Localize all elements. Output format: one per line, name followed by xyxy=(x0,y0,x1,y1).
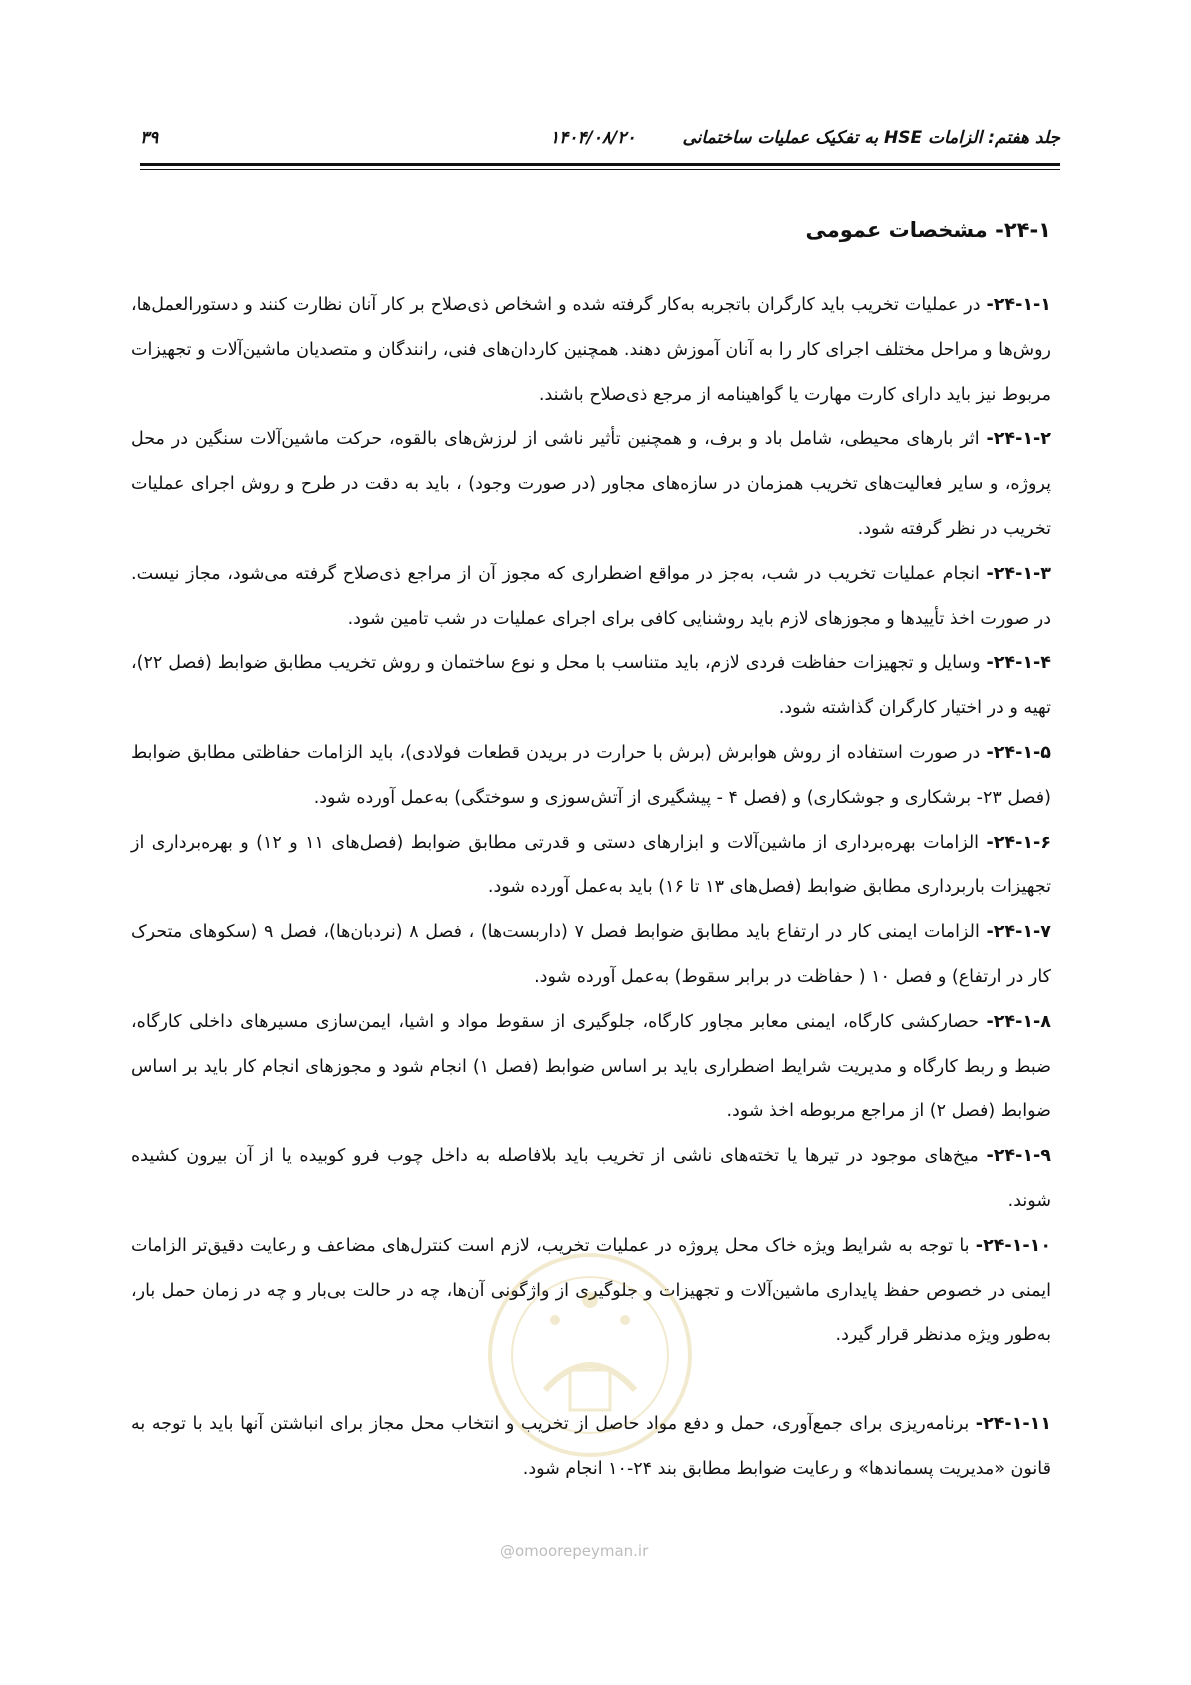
paragraph-9 xyxy=(131,1134,1051,1224)
paragraph-1 xyxy=(131,283,1051,417)
clause-number: ۲۴-۱-۱- xyxy=(986,295,1051,315)
clause-text: در صورت استفاده از روش هوابرش (برش با حرارت در بریدن قطعات فولادی)، باید الزامات حفاظتی مطابق ضوابط (فصل ۲۳- برشکاری و جوشکاری) و (فصل ۴ - پیشگیری از آتش‌سوزی و سوختگی) به‌عمل آورده شود. xyxy=(131,742,1051,808)
running-header xyxy=(140,128,1060,158)
clause-number: ۲۴-۱-۱۱- xyxy=(975,1414,1051,1435)
paragraph-6 xyxy=(131,821,1051,911)
clause-number: ۲۴-۱-۸- xyxy=(986,1011,1051,1032)
clause-number: ۲۴-۱-۷- xyxy=(986,922,1051,943)
clause-text: میخ‌های موجود در تیرها یا تخته‌های ناشی از تخریب باید بلافاصله به داخل چوب فرو کوبیده یا از آن بیرون کشیده شوند. xyxy=(131,1146,1051,1211)
paragraph-4 xyxy=(131,641,1051,731)
clause-number: ۲۴-۱-۵- xyxy=(986,742,1051,763)
watermark-logo xyxy=(475,1240,705,1470)
clause-text: اثر بارهای محیطی، شامل باد و برف، و همچنین تأثیر ناشی از لرزش‌های بالقوه، حرکت ماشین‌آلات سنگین در محل پروژه، و سایر فعالیت‌های تخریب همزمان در سازه‌های مجاور (در صورت وجود) ، باید به دقت در طرح و روش اجرای عملیات تخریب در نظر گرفته شود. xyxy=(131,429,1051,539)
clause-text: الزامات ایمنی کار در ارتفاع باید مطابق ضوابط فصل ۷ (داربست‌ها) ، فصل ۸ (نردبان‌ها)، فصل ۹ (سکوهای متحرک کار در ارتفاع) و فصل ۱۰ ( حفاظت در برابر سقوط) به‌عمل آورده شود. xyxy=(131,922,1051,987)
clause-number: ۲۴-۱-۹- xyxy=(986,1146,1051,1167)
header-rule-thick xyxy=(140,163,1060,166)
clause-text: برنامه‌ریزی برای جمع‌آوری، حمل و دفع مواد حاصل از تخریب و انتخاب محل مجاز برای انباشتن آنها باید با توجه به قانون «مدیریت پسماندها» و رعایت ضوابط مطابق بند ۲۴-۱۰ انجام شود. xyxy=(131,1414,1051,1479)
paragraph-2 xyxy=(131,417,1051,551)
clause-number: ۲۴-۱-۲- xyxy=(986,429,1051,450)
clause-text: الزامات بهره‌برداری از ماشین‌آلات و ابزارهای دستی و قدرتی مطابق ضوابط (فصل‌های ۱۱ و ۱۲) و بهره‌برداری از تجهیزات باربرداری مطابق ضوابط (فصل‌های ۱۳ تا ۱۶) باید به‌عمل آورده شود. xyxy=(131,832,1051,898)
clause-text: وسایل و تجهیزات حفاظت فردی لازم، باید متناسب با محل و نوع ساختمان و روش تخریب مطابق ضوابط (فصل ۲۲)، تهیه و در اختیار کارگران گذاشته شود. xyxy=(131,653,1051,719)
clause-number: ۲۴-۱-۳- xyxy=(986,563,1051,584)
paragraph-7 xyxy=(131,910,1051,1000)
clause-text: در عملیات تخریب باید کارگران باتجربه به‌کار گرفته شده و اشخاص ذی‌صلاح بر کار آنان نظارت کنند و دستورالعمل‌ها، روش‌ها و مراحل مختلف اجرای کار را به آنان آموزش دهند. همچنین کاردان‌های فنی، رانندگان و متصدیان ماشین‌آلات و تجهیزات مربوط نیز باید دارای کارت مهارت یا گواهینامه از مرجع ذی‌صلاح باشند. xyxy=(131,295,1051,405)
header-date: ۱۴۰۴/۰۸/۲۰ xyxy=(550,128,636,148)
watermark-url: @omoorepeyman.ir xyxy=(500,1542,649,1560)
paragraph-5 xyxy=(131,731,1051,821)
header-title: جلد هفتم: الزامات HSE به تفکیک عملیات ساختمانی xyxy=(682,128,1060,148)
clause-number: ۲۴-۱-۶- xyxy=(986,832,1052,853)
paragraph-3 xyxy=(131,552,1051,642)
header-rule-thin xyxy=(140,169,1060,170)
clause-number: ۲۴-۱-۱۰- xyxy=(975,1235,1051,1256)
page-number: ۳۹ xyxy=(140,128,159,148)
clause-text: انجام عملیات تخریب در شب، به‌جز در مواقع اضطراری که مجوز آن از مراجع ذی‌صلاح گرفته می‌شود، مجاز نیست. در صورت اخذ تأییدها و مجوزهای لازم باید روشنایی کافی برای اجرای عملیات در شب تامین شود. xyxy=(131,563,1051,629)
clause-text: با توجه به شرایط ویژه خاک محل پروژه در عملیات تخریب، لازم است کنترل‌های مضاعف و رعایت دقیق‌تر الزامات ایمنی در خصوص حفظ پایداری ماشین‌آلات و تجهیزات و جلوگیری از واژگونی آن‌ها، چه در حالت بی‌بار و چه در زمان حمل بار، به‌طور ویژه مدنظر قرار گیرد. xyxy=(131,1235,1051,1346)
clause-number: ۲۴-۱-۴- xyxy=(986,653,1051,674)
section-title: ۲۴-۱- مشخصات عمومی xyxy=(805,218,1051,242)
paragraph-8 xyxy=(131,1000,1051,1134)
clause-text: حصارکشی کارگاه، ایمنی معابر مجاور کارگاه، جلوگیری از سقوط مواد و اشیا، ایمن‌سازی مسیرهای داخلی کارگاه، ضبط و ربط کارگاه و مدیریت شرایط اضطراری باید بر اساس ضوابط (فصل ۱) انجام شود و مجوزهای انجام کار باید بر اساس ضوابط (فصل ۲) از مراجع مربوطه اخذ شود. xyxy=(131,1011,1051,1122)
